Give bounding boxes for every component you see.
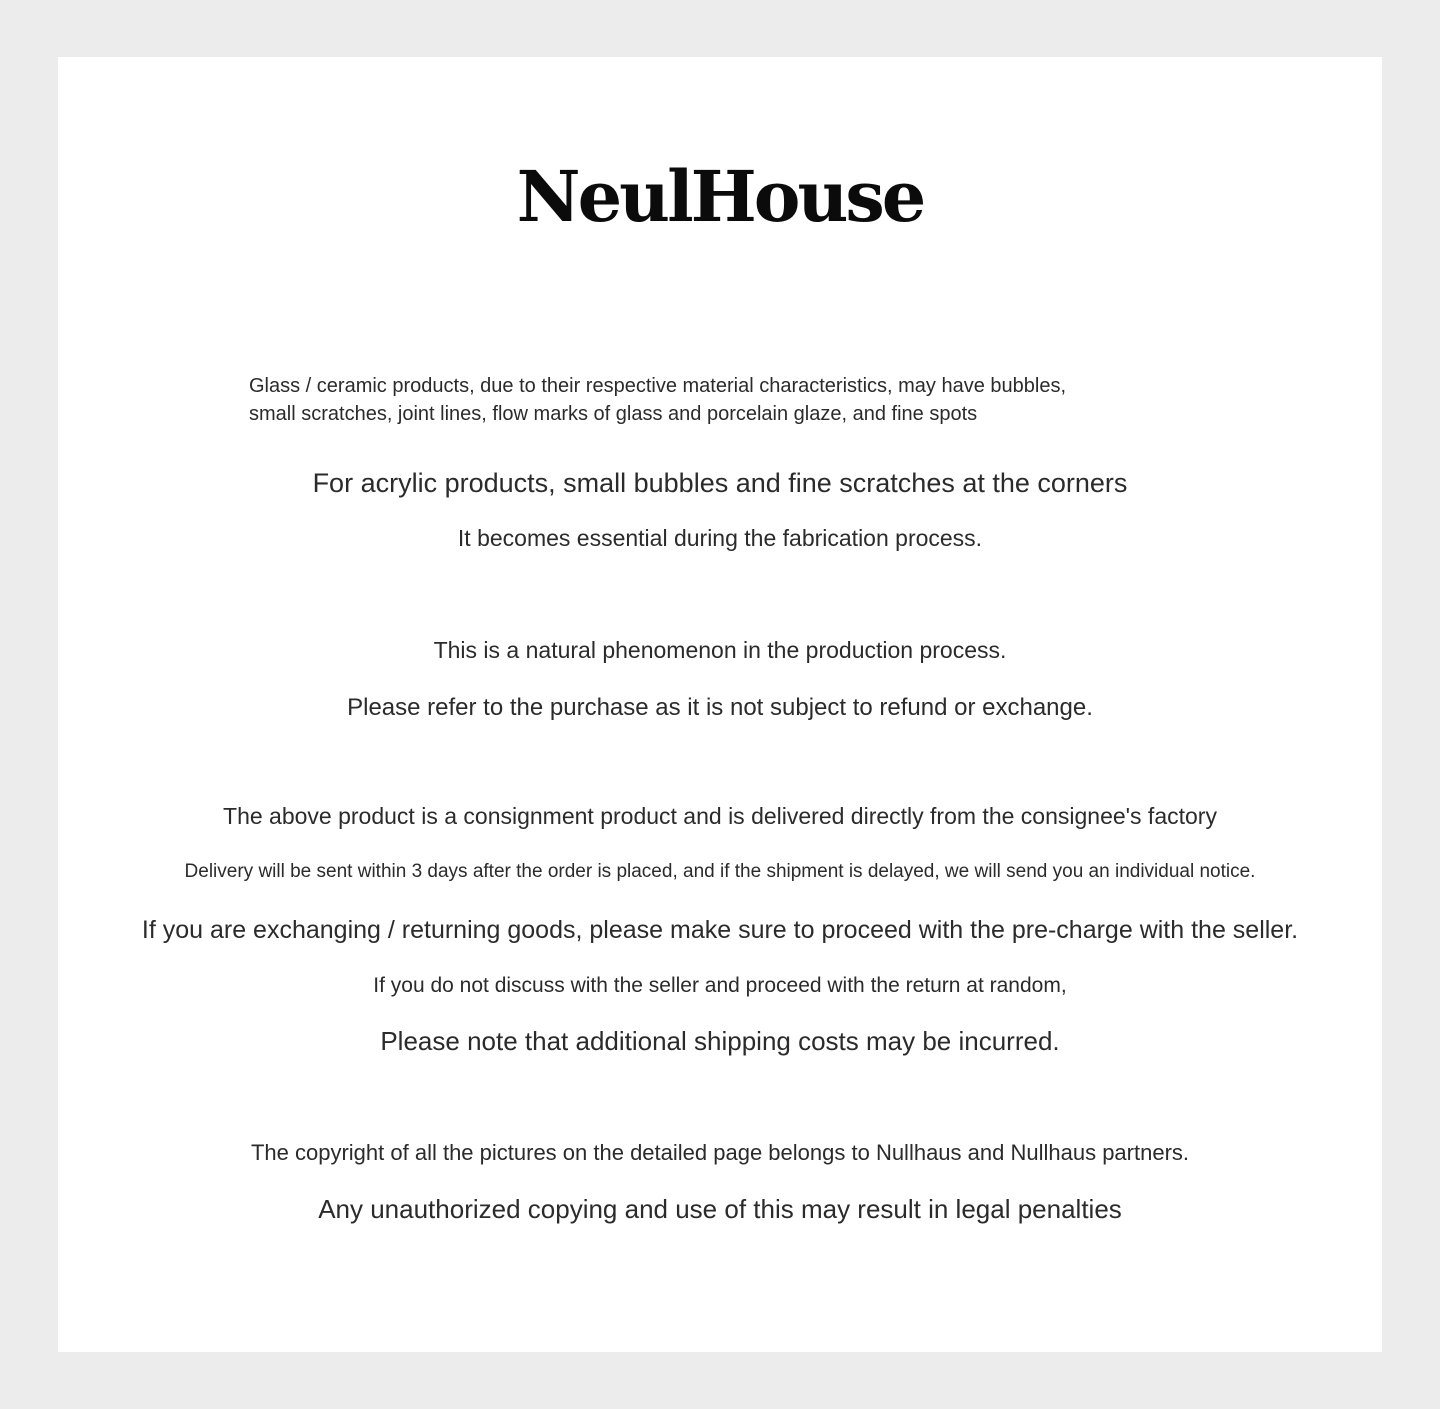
penalty-line: Any unauthorized copying and use of this may result in legal penalties: [318, 1194, 1122, 1224]
material-paragraph: [249, 372, 1209, 428]
fabrication-line: It becomes essential during the fabrication process.: [457, 525, 983, 551]
delivery-line: Delivery will be sent within 3 days after the order is placed, and if the shipment is delayed, we will send you an individual notice.: [184, 861, 1256, 882]
discuss-line: If you do not discuss with the seller and proceed with the return at random,: [373, 974, 1067, 997]
exchange-line: If you are exchanging / returning goods, please make sure to proceed with the pre-charge with the seller.: [141, 916, 1299, 944]
copyright-line: The copyright of all the pictures on the detailed page belongs to Nullhaus and Nullhaus partners.: [250, 1140, 1190, 1165]
natural-phenomenon-line: This is a natural phenomenon in the production process.: [433, 637, 1007, 663]
refund-policy-line: Please refer to the purchase as it is not subject to refund or exchange.: [347, 694, 1093, 721]
acrylic-line: For acrylic products, small bubbles and fine scratches at the corners: [312, 468, 1128, 498]
consignment-line: The above product is a consignment product and is delivered directly from the consignee's factory: [223, 803, 1217, 829]
material-paragraph-line-2: small scratches, joint lines, flow marks of glass and porcelain glaze, and fine spots: [249, 403, 978, 425]
material-paragraph-line-1: Glass / ceramic products, due to their respective material characteristics, may have bubbles,: [249, 375, 1067, 397]
brand-logo: NeulHouse: [516, 155, 924, 238]
shipping-cost-line: Please note that additional shipping costs may be incurred.: [380, 1026, 1060, 1056]
